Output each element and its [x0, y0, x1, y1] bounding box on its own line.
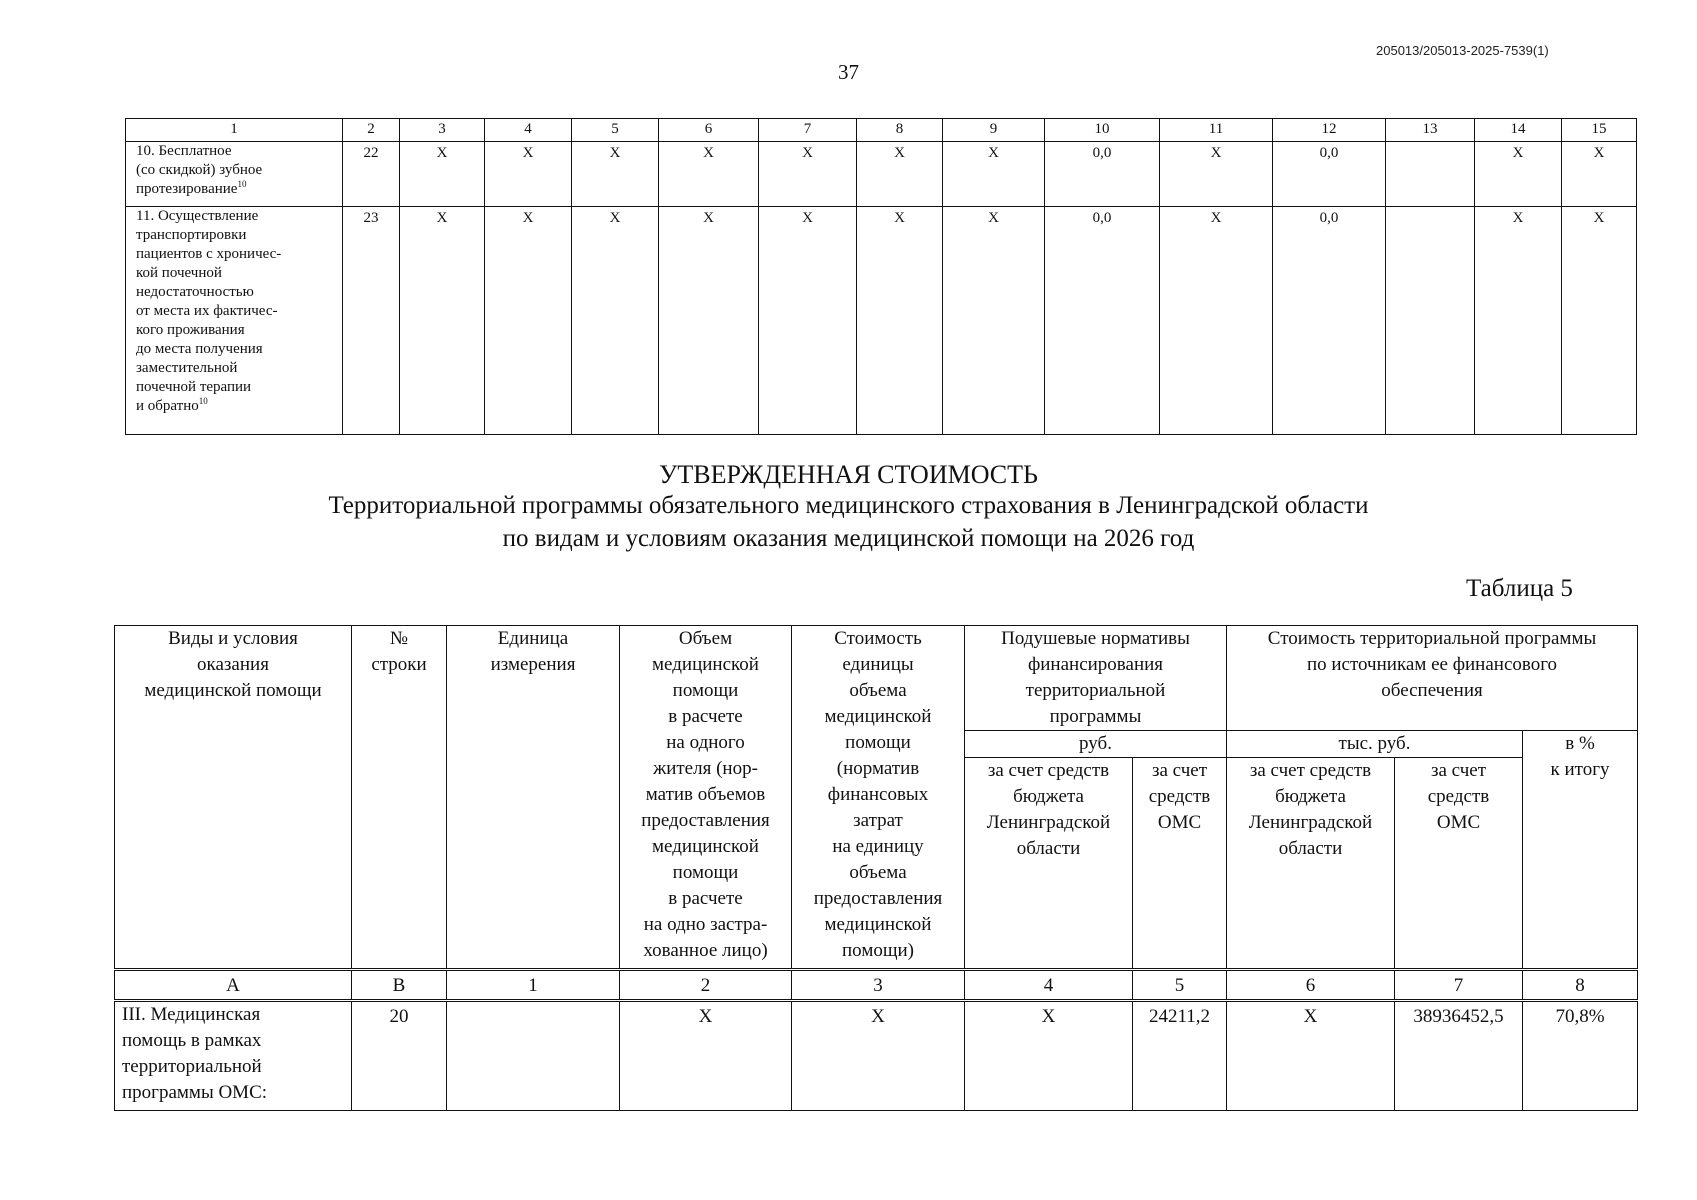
row-name: [126, 207, 343, 435]
table-cell: [1386, 142, 1475, 207]
header-oms-thousand: [1395, 758, 1523, 970]
column-header: 9: [943, 119, 1045, 142]
table-cell: Х: [857, 207, 943, 435]
header-line: Стоимость: [834, 628, 922, 649]
row-name-line: кого проживания: [136, 322, 245, 338]
header-line: Единица: [497, 628, 569, 649]
header-percent: [1523, 731, 1638, 970]
header-line: (норматив: [836, 758, 920, 779]
footnote-mark: 10: [237, 179, 247, 189]
column-header: 5: [572, 119, 659, 142]
table-cell: 22: [343, 142, 400, 207]
row-name-line: от места их фактичес-: [136, 303, 278, 319]
column-header: 7: [759, 119, 857, 142]
header-line: Объем: [678, 628, 733, 649]
row-name-line: программы ОМС:: [122, 1082, 268, 1103]
header-line: Подушевые нормативы: [1001, 628, 1190, 649]
table-cell: Х: [759, 207, 857, 435]
table-cell: 0,0: [1273, 142, 1386, 207]
table-cell: Х: [1475, 207, 1562, 435]
table-cell: 0,0: [1045, 207, 1160, 435]
table-cell: Х: [759, 142, 857, 207]
header-line: средств: [1148, 786, 1211, 807]
header-line: на единицу: [832, 836, 924, 857]
row-name-line: помощь в рамках: [122, 1030, 262, 1051]
header-row: [126, 119, 1637, 142]
table-row: [126, 207, 1637, 435]
table-cell: Х: [857, 142, 943, 207]
row-name-line: протезирование: [136, 181, 238, 197]
table-cell: Х: [659, 207, 759, 435]
header-line: медицинской помощи: [144, 680, 322, 701]
table-cell: Х: [572, 142, 659, 207]
header-line: на одно застра-: [643, 914, 768, 935]
table-cell: 38936452,5: [1395, 1001, 1523, 1111]
column-number: 4: [965, 970, 1133, 1001]
table-cell: Х: [965, 1001, 1133, 1111]
column-number: 6: [1227, 970, 1395, 1001]
header-unit-cost: [792, 626, 965, 970]
header-line: измерения: [490, 654, 576, 675]
header-per-capita: [965, 626, 1227, 731]
header-line: помощи): [842, 940, 914, 961]
table-cell: Х: [1562, 207, 1637, 435]
footnote-mark: 10: [198, 396, 208, 406]
column-header: 12: [1273, 119, 1386, 142]
header-line: финансовых: [827, 784, 929, 805]
column-header: 3: [400, 119, 485, 142]
row-name-line: 10. Бесплатное: [136, 143, 232, 159]
header-budget-rub: [965, 758, 1133, 970]
header-line: хованное лицо): [643, 940, 768, 961]
table-row: [115, 1001, 1638, 1111]
column-header: 15: [1562, 119, 1637, 142]
table-cell: [1386, 207, 1475, 435]
header-line: Ленинградской: [986, 812, 1111, 833]
header-line: жителя (нор-: [653, 758, 758, 779]
row-name-line: почечной терапии: [136, 379, 252, 395]
header-line: области: [1278, 838, 1343, 859]
row-name-line: (со скидкой) зубное: [136, 162, 263, 178]
document-subtitle-line-1: Территориальной программы обязательного медицинского страхования в Ленинградской области: [328, 492, 1369, 519]
row-name-line: III. Медицинская: [122, 1004, 261, 1025]
row-name-line: территориальной: [122, 1056, 262, 1077]
header-line: Виды и условия: [168, 628, 298, 649]
header-line: затрат: [853, 810, 903, 831]
header-line: оказания: [197, 654, 269, 675]
column-number: 8: [1523, 970, 1638, 1001]
table-label: Таблица 5: [1466, 575, 1573, 602]
table-cell: Х: [943, 207, 1045, 435]
header-line: за счет: [1430, 760, 1487, 781]
column-number: 1: [447, 970, 620, 1001]
table-cell: Х: [485, 142, 572, 207]
column-header: 13: [1386, 119, 1475, 142]
header-line: помощи: [845, 732, 911, 753]
column-number: В: [352, 970, 447, 1001]
row-name-line: транспортировки: [136, 227, 247, 243]
table-cell: 0,0: [1273, 207, 1386, 435]
header-line: помощи: [672, 680, 739, 701]
document-id: 205013/205013-2025-7539(1): [1376, 43, 1549, 58]
header-line: матив объемов: [645, 784, 766, 805]
header-line: Ленинградской: [1248, 812, 1373, 833]
header-line: территориальной: [1025, 680, 1166, 701]
table-cell: Х: [400, 207, 485, 435]
header-budget-thousand: [1227, 758, 1395, 970]
header-line: к итогу: [1550, 759, 1610, 780]
page-number: 37: [838, 60, 859, 84]
header-line: средств: [1427, 786, 1490, 807]
header-line: №: [389, 628, 409, 649]
header-line: за счет средств: [987, 760, 1110, 781]
header-line: строки: [371, 654, 427, 675]
column-header: 10: [1045, 119, 1160, 142]
row-name-line: 11. Осуществление: [136, 208, 259, 224]
continuation-table: [125, 118, 1637, 435]
header-line: на одного: [666, 732, 745, 753]
header-line: Стоимость территориальной программы: [1267, 628, 1597, 649]
header-line: объема: [849, 862, 907, 883]
header-line: области: [1016, 838, 1081, 859]
table-cell: Х: [943, 142, 1045, 207]
column-header: 11: [1160, 119, 1273, 142]
header-line: бюджета: [1275, 786, 1346, 807]
header-line: медицинской: [652, 836, 759, 857]
column-header: 1: [126, 119, 343, 142]
header-program-cost: [1227, 626, 1638, 731]
row-name-line: кой почечной: [136, 265, 222, 281]
column-number: 5: [1133, 970, 1227, 1001]
document-subtitle-line-2: по видам и условиям оказания медицинской помощи на 2026 год: [502, 525, 1195, 552]
row-name: [115, 1001, 352, 1111]
document-title: УТВЕРЖДЕННАЯ СТОИМОСТЬ: [659, 460, 1038, 489]
header-line: в %: [1565, 733, 1595, 754]
header-line: медицинской: [652, 654, 759, 675]
column-numbers-row: [115, 970, 1638, 1001]
header-line: за счет: [1151, 760, 1208, 781]
header-line: по источникам ее финансового: [1306, 654, 1558, 675]
header-line: ОМС: [1157, 812, 1202, 833]
header-line: единицы: [842, 654, 914, 675]
header-thousand-rub: тыс. руб.: [1227, 731, 1523, 758]
header-line: объема: [849, 680, 907, 701]
column-header: 6: [659, 119, 759, 142]
row-name-line: недостаточностью: [136, 284, 254, 300]
table-cell: 23: [343, 207, 400, 435]
row-name-line: заместительной: [136, 360, 238, 376]
header-line: ОМС: [1436, 812, 1481, 833]
header-volume: [620, 626, 792, 970]
row-name-line: и обратно: [136, 398, 199, 414]
cost-table: [114, 625, 1638, 1111]
header-line: программы: [1049, 706, 1142, 727]
table-cell: 20: [352, 1001, 447, 1111]
column-header: 2: [343, 119, 400, 142]
header-line: предоставления: [813, 888, 943, 909]
column-header: 8: [857, 119, 943, 142]
column-number: А: [115, 970, 352, 1001]
header-line: финансирования: [1027, 654, 1164, 675]
table-cell: Х: [1475, 142, 1562, 207]
table-cell: Х: [572, 207, 659, 435]
table-cell: [447, 1001, 620, 1111]
table-cell: Х: [1562, 142, 1637, 207]
table-cell: Х: [1160, 207, 1273, 435]
header-line: бюджета: [1013, 786, 1084, 807]
header-unit: [447, 626, 620, 970]
column-number: 7: [1395, 970, 1523, 1001]
table-cell: Х: [792, 1001, 965, 1111]
table-cell: 70,8%: [1523, 1001, 1638, 1111]
table-cell: 24211,2: [1133, 1001, 1227, 1111]
header-line: медицинской: [824, 914, 932, 935]
table-cell: Х: [620, 1001, 792, 1111]
column-number: 2: [620, 970, 792, 1001]
table-cell: Х: [659, 142, 759, 207]
header-line: в расчете: [668, 888, 743, 909]
row-name-line: до места получения: [136, 341, 263, 357]
header-line: помощи: [672, 862, 739, 883]
header-line: предоставления: [641, 810, 770, 831]
header-row-number: [352, 626, 447, 970]
header-line: медицинской: [824, 706, 932, 727]
header-line: за счет средств: [1249, 760, 1372, 781]
column-header: 14: [1475, 119, 1562, 142]
table-cell: Х: [485, 207, 572, 435]
column-header: 4: [485, 119, 572, 142]
header-oms-rub: [1133, 758, 1227, 970]
column-number: 3: [792, 970, 965, 1001]
header-line: в расчете: [668, 706, 743, 727]
table-cell: Х: [400, 142, 485, 207]
header-rub: руб.: [965, 731, 1227, 758]
table-cell: Х: [1227, 1001, 1395, 1111]
table-cell: 0,0: [1045, 142, 1160, 207]
table-cell: Х: [1160, 142, 1273, 207]
header-types: [115, 626, 352, 970]
row-name-line: пациентов с хроничес-: [136, 246, 282, 262]
header-line: обеспечения: [1381, 680, 1483, 701]
table-row: [126, 142, 1637, 207]
row-name: [126, 142, 343, 207]
